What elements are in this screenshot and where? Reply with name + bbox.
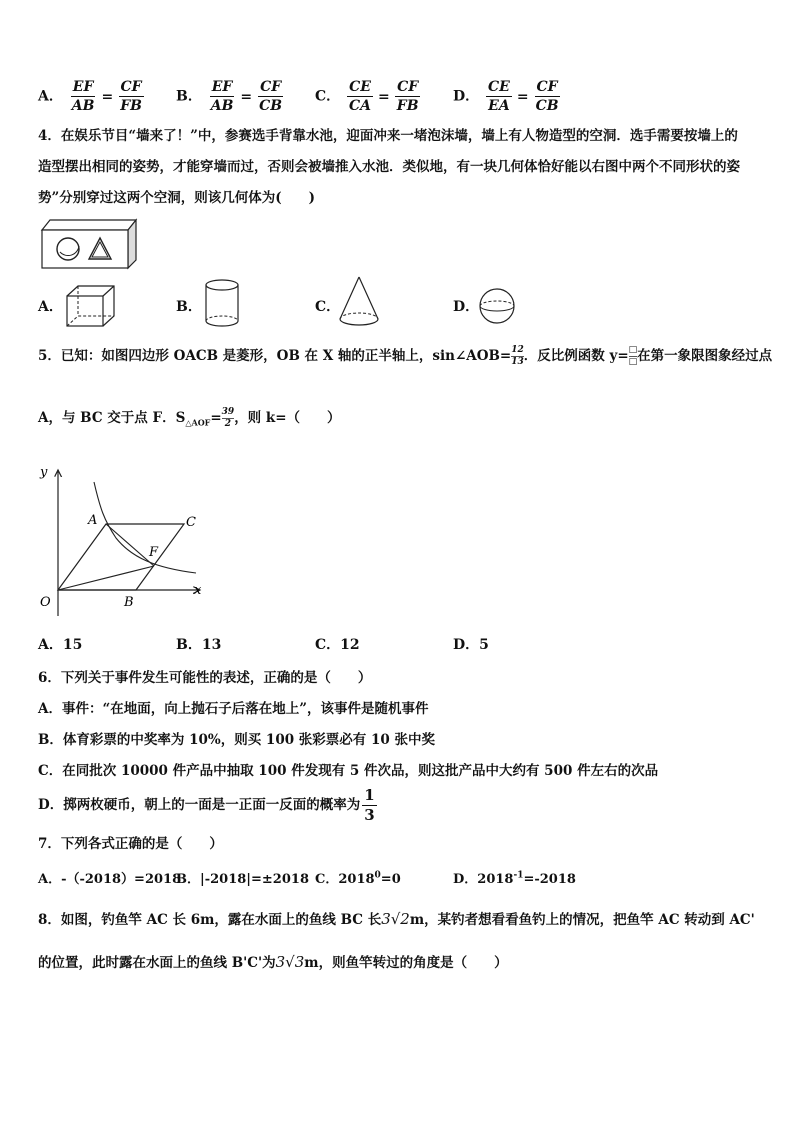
- label-a: A: [88, 513, 98, 528]
- q7-option-a: A．-（-2018）=2018: [38, 872, 182, 887]
- label-c: C: [186, 515, 196, 530]
- q4-option-d-label: D．: [453, 299, 480, 315]
- q5-option-a: A．15: [38, 637, 83, 653]
- q6-stem: 6．下列关于事件发生可能性的表述，正确的是（ ）: [38, 670, 372, 686]
- q4-option-b-label: B．: [176, 299, 202, 315]
- q6-option-a: A．事件：“在地面，向上抛石子后落在地上”，该事件是随机事件: [38, 701, 429, 717]
- q7-option-d: D．$2018^{-1}=-2018$: [453, 870, 576, 887]
- rhombus-oacb: [58, 524, 184, 590]
- label-x: x: [194, 583, 202, 598]
- q4-option-a-label: A．: [38, 299, 63, 315]
- q6-option-c: C．在同批次 10000 件产品中抽取 100 件发现有 5 件次品，则这批产品中大约有 500 件左右的次品: [38, 763, 659, 779]
- rhombus-hyperbola-figure: [36, 458, 208, 618]
- q4-line-1: 4．在娱乐节目“墙来了！”中，参赛选手背靠水池，迎面冲来一堵泡沫墙，墙上有人物造型的空洞．选手需要按墙上的: [38, 128, 738, 144]
- q6-option-b: B．体育彩票的中奖率为 10%，则买 100 张彩票必有 10 张中奖: [38, 732, 435, 748]
- label-y: y: [40, 465, 48, 480]
- q4-line-3: 势”分别穿过这两个空洞，则该几何体为( ): [38, 190, 316, 206]
- q7-option-b: B．|-2018|=±2018: [176, 872, 309, 887]
- cone-icon: [336, 274, 382, 330]
- q7-stem: 7．下列各式正确的是（ ）: [38, 836, 223, 852]
- q4-option-c-label: C．: [315, 299, 341, 315]
- q3-option-b: B． $\frac{EF}{AB}$ = $\frac{CF}{CB}$: [176, 79, 283, 114]
- q5-option-d: D．5: [453, 637, 489, 653]
- q8-line-2: 的位置，此时露在水面上的鱼线 B'C'为3√3m，则鱼竿转过的角度是（ ）: [38, 953, 508, 971]
- wall-with-holes-figure: [38, 214, 138, 272]
- q6-option-d: D．掷两枚硬币，朝上的一面是一正面一反面的概率为 $\frac{1}{3}$: [38, 786, 375, 824]
- circle-hole: [57, 238, 79, 260]
- q5-option-b: B．13: [176, 637, 222, 653]
- q5-option-c: C．12: [315, 637, 360, 653]
- cylinder-icon: [202, 276, 242, 330]
- q3-option-d: D． $\frac{CE}{EA}$ = $\frac{CF}{CB}$: [453, 79, 559, 114]
- label-o: O: [40, 595, 51, 610]
- q5-line-2: A，与 BC 交于点 F．$S_{\triangle AOF}=$ $\frac{39}{2}$ ，则 k=（ ）: [38, 407, 341, 429]
- q3-option-c: C． $\frac{CE}{CA}$ = $\frac{CF}{FB}$: [315, 79, 419, 114]
- label-b: B: [124, 595, 134, 610]
- q8-line-1: 8．如图，钓鱼竿 AC 长 6m，露在水面上的鱼线 BC 长3√2m，某钓者想看看鱼钓上的情况，把鱼竿 AC 转动到 AC': [38, 910, 755, 928]
- cube-icon: [64, 284, 118, 328]
- sphere-icon: [476, 286, 518, 326]
- label-f: F: [149, 545, 159, 560]
- q7-option-c: C．$2018^0=0$: [315, 870, 401, 887]
- q5-line-1: 5．已知：如图四边形 OACB 是菱形，OB 在 X 轴的正半轴上，sin∠AOB= $\frac{12}{13}$ ．反比例函数 y= □ □ 在第一象限图象经过点: [38, 345, 773, 367]
- q4-line-2: 造型摆出相同的姿势，才能穿墙而过，否则会被墙推入水池．类似地，有一块几何体恰好能以右图中两个不同形状的姿: [38, 159, 740, 175]
- q3-option-a: A． $\frac{EF}{AB}$ = $\frac{CF}{FB}$: [38, 79, 142, 114]
